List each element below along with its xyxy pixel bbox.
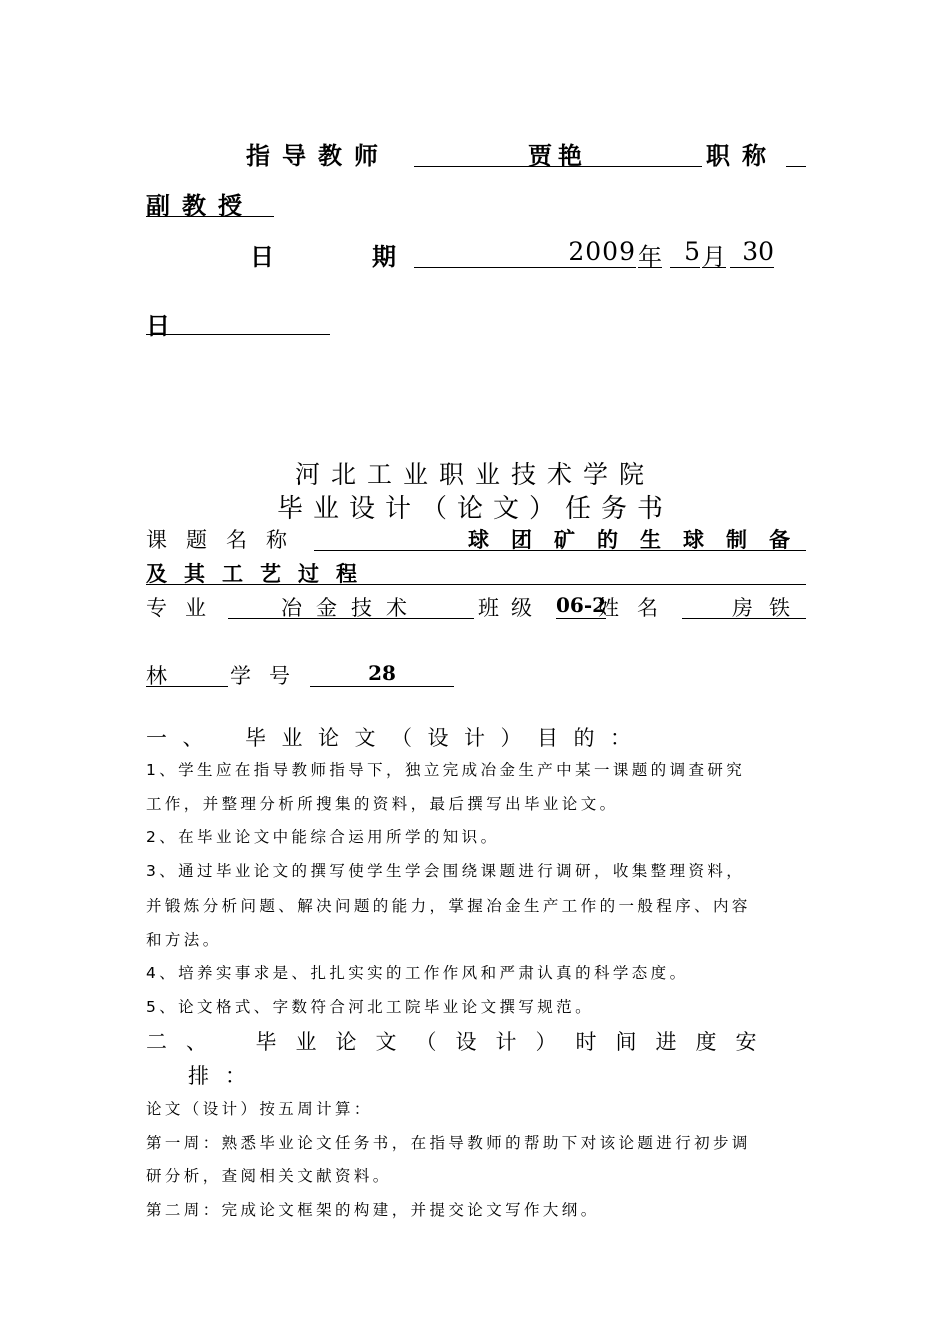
id-label: 学号 xyxy=(230,664,308,688)
date-month-unit: 月 xyxy=(702,237,726,268)
name-value-1: 房铁 xyxy=(682,592,806,619)
date-label-2: 期 xyxy=(372,243,396,271)
date-year-unit: 年 xyxy=(638,237,662,268)
section2-line: 研分析，查阅相关文献资料。 xyxy=(146,1167,392,1185)
section1-line: 2、在毕业论文中能综合运用所学的知识。 xyxy=(146,828,500,846)
section2-heading-cont: 排： xyxy=(188,1064,262,1088)
document-title: 毕业设计（论文）任务书 xyxy=(276,494,673,524)
section1-line: 并锻炼分析问题、解决问题的能力，掌握冶金生产工作的一般程序、内容 xyxy=(146,897,751,915)
topic-field-line2 xyxy=(146,558,806,585)
id-value: 28 xyxy=(310,661,454,687)
section1-line: 工作，并整理分析所搜集的资料，最后撰写出毕业论文。 xyxy=(146,795,619,813)
name-value-2: 林 xyxy=(146,660,228,687)
name-label: 姓名 xyxy=(598,596,676,620)
section1-line: 4、培养实事求是、扎扎实实的工作作风和严肃认真的科学态度。 xyxy=(146,964,689,982)
section1-line: 和方法。 xyxy=(146,931,222,949)
date-label-1: 日 xyxy=(250,243,274,271)
advisor-name-field: 贾艳 xyxy=(414,136,702,167)
date-day: 30 xyxy=(730,237,774,268)
section1-line: 5、论文格式、字数符合河北工院毕业论文撰写规范。 xyxy=(146,998,594,1016)
major-value: 冶金技术 xyxy=(228,592,474,619)
date-year-field xyxy=(414,237,636,268)
topic-field-line1 xyxy=(314,524,812,552)
section2-line: 论文（设计）按五周计算： xyxy=(146,1100,373,1118)
date-month: 5 xyxy=(670,237,700,268)
topic-label: 课题名称 xyxy=(146,528,306,552)
class-value: 06-2 xyxy=(556,593,607,617)
date-day-unit: 日 xyxy=(146,306,330,335)
section1-line: 3、通过毕业论文的撰写使学生学会围绕课题进行调研，收集整理资料， xyxy=(146,862,746,880)
topic-line1 xyxy=(468,524,812,554)
topic-line1-text: 球团矿的生球制备 xyxy=(468,528,812,552)
title-underline xyxy=(786,136,806,167)
topic-line2: 及其工艺过程 xyxy=(146,562,374,586)
major-label: 专业 xyxy=(146,596,224,620)
class-label: 班级 xyxy=(478,596,544,620)
title-value: 副教授 xyxy=(146,186,274,217)
section2-heading: 二、 毕业论文（设计）时间进度安 xyxy=(146,1030,776,1054)
advisor-label: 指导教师 xyxy=(246,142,390,170)
section2-line: 第一周：熟悉毕业论文任务书，在指导教师的帮助下对该论题进行初步调 xyxy=(146,1134,751,1152)
date-year: 2009 xyxy=(568,237,636,266)
section2-line: 第二周：完成论文框架的构建，并提交论文写作大纲。 xyxy=(146,1201,600,1219)
school-name: 河北工业职业技术学院 xyxy=(294,460,655,489)
section1-line: 1、学生应在指导教师指导下，独立完成冶金生产中某一课题的调查研究 xyxy=(146,761,746,779)
section1-heading: 一、 毕业论文（设计）目的： xyxy=(146,726,647,750)
title-label: 职称 xyxy=(706,142,778,170)
